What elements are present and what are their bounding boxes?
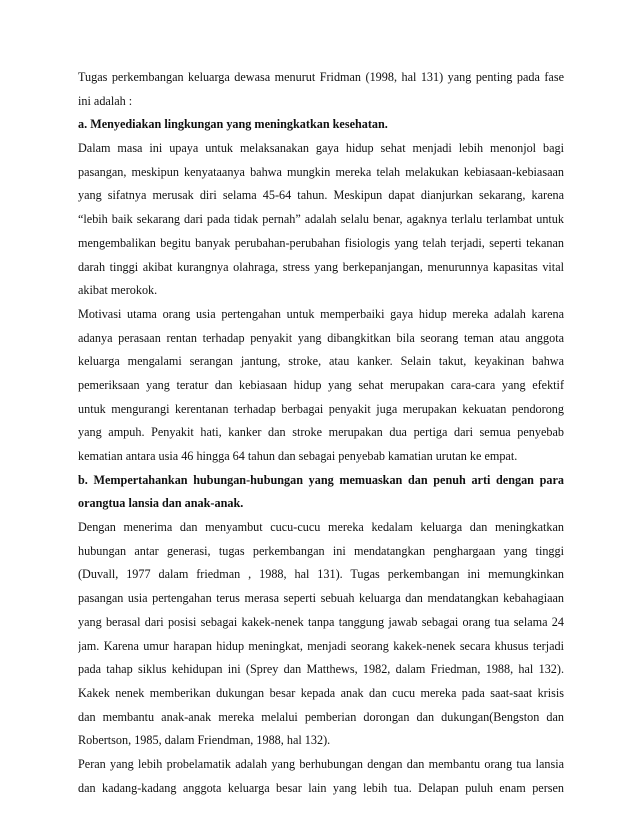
paragraph-line: pada tahap siklus kehidupan ini (Sprey dan Matthews, 1982, dalam Friedman, 1988, hal 132). xyxy=(78,662,564,677)
paragraph-line: Kakek nenek memberikan dukungan besar kepada anak dan cucu mereka pada saat-saat krisis xyxy=(78,685,564,700)
paragraph-line: Robertson, 1985, dalam Friendman, 1988, hal 132). xyxy=(78,733,331,748)
paragraph-line: yang sifatnya merusak diri selama 45-64 tahun. Meskipun dapat dianjurkan sekarang, karena xyxy=(78,188,564,203)
paragraph-line: Peran yang lebih probelamatik adalah yang berhubungan dengan dan membantu orang tua lansia xyxy=(78,756,564,771)
paragraph-line: mengembalikan begitu banyak perubahan-perubahan fisiologis yang telah terjadi, seperti tekanan xyxy=(78,235,564,250)
paragraph-line: (Duvall, 1977 dalam friedman , 1988, hal 131). Tugas perkembangan ini memungkinkan xyxy=(78,567,564,582)
paragraph-line: pasangan usia pertengahan terus merasa seperti sebuah keluarga dan mendatangkan kebahagiaan xyxy=(78,591,564,606)
paragraph-line: yang berasal dari posisi sebagai kakek-nenek tanpa tanggung jawab sebagai orang tua selama 24 xyxy=(78,614,564,629)
paragraph-line: Dalam masa ini upaya untuk melaksanakan gaya hidup sehat menjadi lebih menonjol bagi xyxy=(78,141,564,156)
paragraph-line: Motivasi utama orang usia pertengahan untuk memperbaiki gaya hidup mereka adalah karena xyxy=(78,306,564,321)
section-heading-line: orangtua lansia dan anak-anak. xyxy=(78,496,244,511)
paragraph-line: dan membantu anak-anak mereka melalui pemberian dorongan dan dukungan(Bengston dan xyxy=(78,709,564,724)
paragraph-line: ini adalah : xyxy=(78,93,133,108)
document-body xyxy=(78,66,564,800)
paragraph-line: dan kadang-kadang anggota keluarga besar lain yang lebih tua. Delapan puluh enam persen xyxy=(78,780,564,795)
paragraph-line: yang ampuh. Penyakit hati, kanker dan stroke merupakan dua pertiga dari semua penyebab xyxy=(78,425,564,440)
paragraph-line: keluarga mengalami serangan jantung, stroke, atau kanker. Selain takut, keyakinan bahwa xyxy=(78,354,564,369)
paragraph-line: kematian antara usia 46 hingga 64 tahun dan sebagai penyebab kamatian urutan ke empat. xyxy=(78,449,518,463)
paragraph-line: hubungan antar generasi, tugas perkembangan ini mendatangkan penghargaan yang tinggi xyxy=(78,543,564,558)
paragraph-line: Dengan menerima dan menyambut cucu-cucu mereka kedalam keluarga dan meningkatkan xyxy=(78,520,564,535)
section-heading-line: b. Mempertahankan hubungan-hubungan yang memuaskan dan penuh arti dengan para xyxy=(78,472,564,487)
paragraph-line: pasangan, meskipun kenyataanya bahwa mungkin mereka telah melakukan kebiasaan-kebiasaan xyxy=(78,164,564,179)
paragraph-line: “lebih baik sekarang dari pada tidak pernah” adalah selalu benar, agaknya terlalu terlambat untuk xyxy=(78,212,564,227)
paragraph-line: jam. Karena umur harapan hidup meningkat, menjadi seorang kakek-nenek secara khusus terjadi xyxy=(78,638,564,653)
paragraph-line: Tugas perkembangan keluarga dewasa menurut Fridman (1998, hal 131) yang penting pada fase xyxy=(78,70,564,84)
paragraph-line: akibat merokok. xyxy=(78,283,158,298)
paragraph-line: darah tinggi akibat kurangnya olahraga, stress yang berkepanjangan, menurunnya kapasitas vital xyxy=(78,259,564,274)
paragraph-line: untuk mengurangi kerentanan terhadap berbagai penyakit juga merupakan kekuatan pendorong xyxy=(78,401,564,416)
paragraph-line: pemeriksaan yang teratur dan kebiasaan hidup yang sehat merupakan cara-cara yang efektif xyxy=(78,377,564,392)
section-heading-line: a. Menyediakan lingkungan yang meningkatkan kesehatan. xyxy=(78,117,388,132)
paragraph-line: adanya perasaan rentan terhadap penyakit yang dibangkitkan bila seorang teman atau anggota xyxy=(78,330,564,345)
